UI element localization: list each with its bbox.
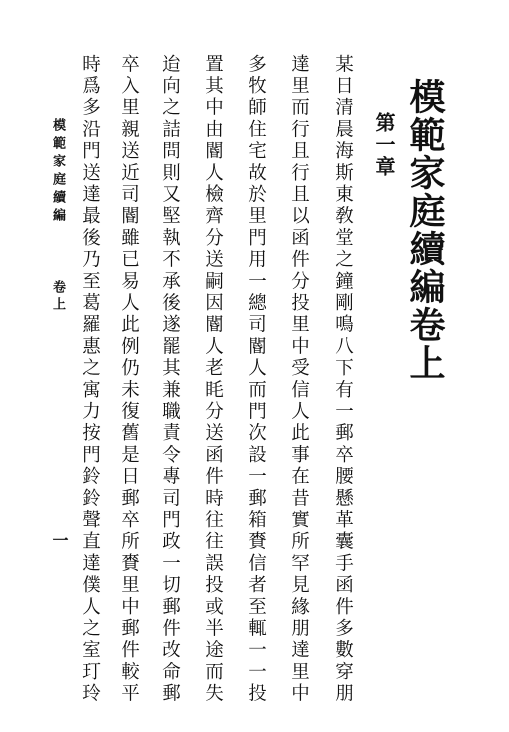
running-title: 模範家庭續編 xyxy=(50,118,65,226)
text-column: 迨向之詰問則又堅執不承後遂罷其兼職責令專司門政一切郵件改命郵 xyxy=(159,54,181,705)
text-column: 卒入里親送近司閽雖已易人此例仍未復舊是日郵卒所賚里中郵件較平 xyxy=(118,54,140,705)
text-column: 時爲多沿門送達最後乃至葛羅惠之寓力按門鈴鈴聲直達僕人之室玎玲 xyxy=(79,54,101,705)
text-column: 多牧師住宅故於里門用一總司閽人而門次設一郵箱賚信者至輒一一投 xyxy=(245,54,267,705)
page-number: 一 xyxy=(50,532,69,548)
running-volume: 卷上 xyxy=(50,280,65,314)
chapter-heading: 第一章 xyxy=(372,112,396,178)
text-column: 置其中由閽人檢齊分送嗣因閽人老眊分送函件時往往誤投或半途而失 xyxy=(202,54,224,705)
book-title: 模範家庭續編卷上 xyxy=(404,78,446,382)
text-column: 某日清晨海斯東敎堂之鐘剛鳴八下有一郵卒腰懸革囊手函件多數穿朋 xyxy=(332,54,354,705)
text-column: 達里而行且行且以函件分投里中受信人此事在昔實所罕見緣朋達里中 xyxy=(288,54,310,705)
